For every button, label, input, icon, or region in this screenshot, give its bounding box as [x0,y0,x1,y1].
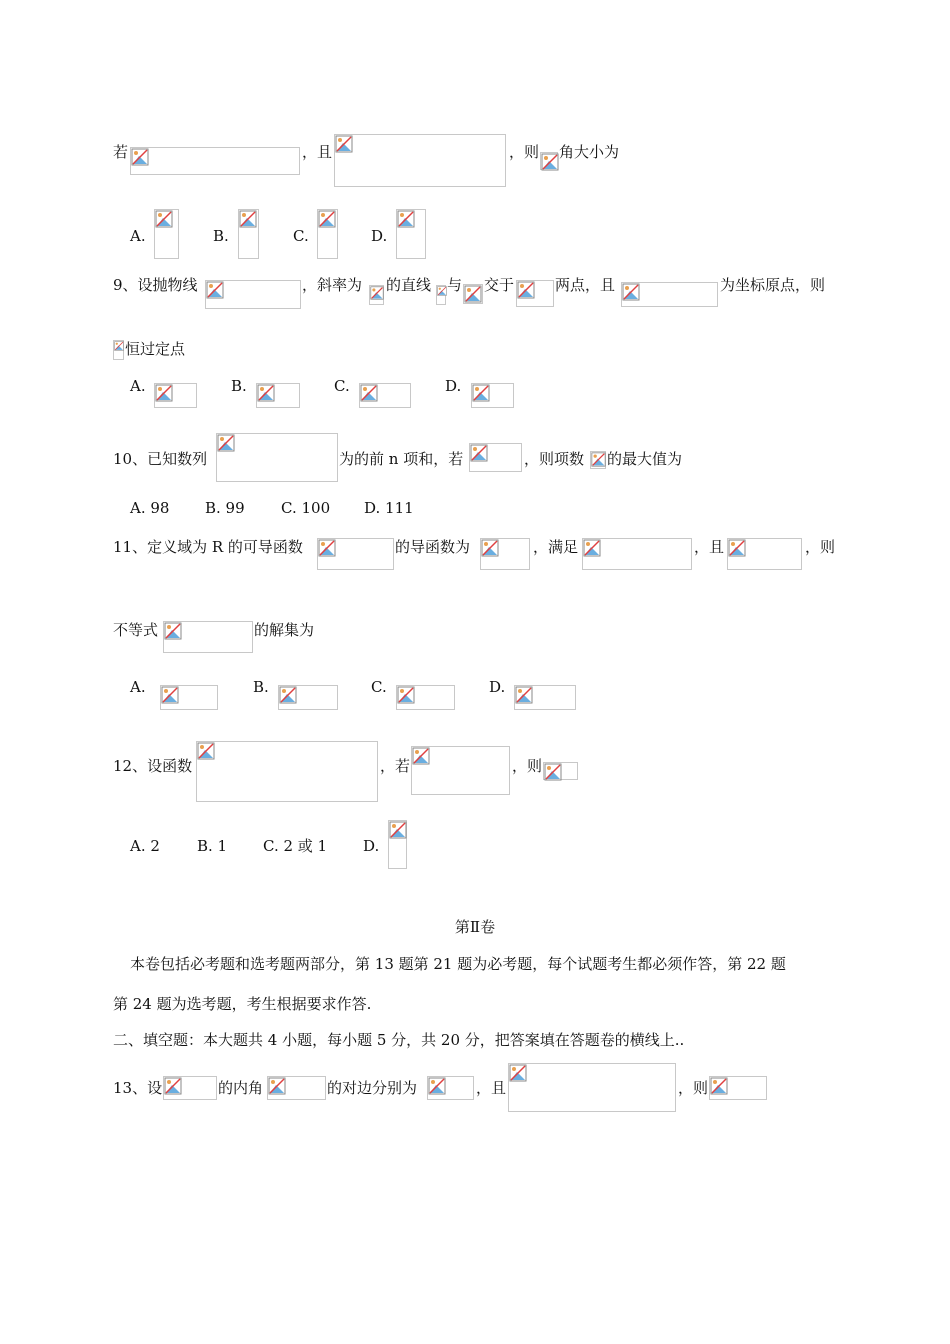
formula-image [516,280,554,307]
broken-image-icon [217,434,235,452]
q13-text-1: 13、设 [113,1079,163,1097]
broken-image-icon [206,281,224,299]
broken-image-icon [360,384,378,402]
q8-option-b: B. [213,227,229,245]
broken-image-icon [397,210,415,228]
q10-text-4: 的最大值为 [607,450,683,468]
q8-option-a: A. [130,227,146,245]
formula-image [436,285,446,305]
formula-image [196,741,378,802]
broken-image-icon [131,148,149,166]
broken-image-icon [464,285,482,303]
broken-image-icon [114,341,124,351]
q9-text-6: 两点，且 [555,276,616,294]
q10-text-3: ，则项数 [524,450,585,468]
q13-text-5: ，则 [678,1079,709,1097]
formula-image [411,746,510,795]
q9-text-1: 9、设抛物线 [113,276,198,294]
formula-image [388,820,407,869]
formula-image [163,1076,217,1100]
q9-option-b: B. [231,377,247,395]
formula-image [238,209,259,259]
section-title: 第Ⅱ卷 [454,918,496,936]
section-intro-1: 本卷包括必考题和选考题两部分，第 13 题第 21 题为必考题，每个试题考生都必须作答，第 22 题 [130,955,786,973]
q9-text-5: 交于 [484,276,515,294]
broken-image-icon [544,763,562,781]
formula-image [216,433,338,482]
formula-image [154,209,179,259]
broken-image-icon [239,210,257,228]
formula-image [540,152,558,170]
broken-image-icon [622,283,640,301]
formula-image [334,134,506,187]
broken-image-icon [279,686,297,704]
formula-image [427,1076,474,1100]
broken-image-icon [318,210,336,228]
broken-image-icon [164,1077,182,1095]
broken-image-icon [583,539,601,557]
broken-image-icon [161,686,179,704]
broken-image-icon [710,1077,728,1095]
q12-option-b: B. 1 [197,837,228,855]
q10-text-2: 为的前 n 项和，若 [339,450,464,468]
broken-image-icon [437,286,447,296]
formula-image [267,1076,326,1100]
broken-image-icon [370,286,384,300]
q11-option-d: D. [489,678,506,696]
q11-text-7: 的解集为 [254,621,315,639]
broken-image-icon [481,539,499,557]
q8-option-d: D. [371,227,388,245]
q8-text-ze: ，则 [509,143,540,161]
q12-option-d: D. [363,837,380,855]
broken-image-icon [318,539,336,557]
formula-image [396,685,455,710]
q9-option-c: C. [334,377,350,395]
q11-text-5: ，则 [805,538,836,556]
section-intro-2: 第 24 题为选考题，考生根据要求作答. [113,995,372,1013]
formula-image [160,685,218,710]
broken-image-icon [164,622,182,640]
q8-text-ruo: 若 [113,143,129,161]
formula-image [130,147,300,175]
formula-image [205,280,301,309]
formula-image [256,383,300,408]
formula-image [396,209,426,259]
q8-text-tail: 角大小为 [559,143,620,161]
formula-image [480,538,530,570]
broken-image-icon [155,210,173,228]
broken-image-icon [591,452,606,467]
q12-option-c: C. 2 或 1 [263,837,328,855]
q10-option-d: D. 111 [364,499,414,517]
q8-option-c: C. [293,227,309,245]
formula-image [463,284,483,304]
q12-text-1: 12、设函数 [113,757,193,775]
broken-image-icon [541,153,559,171]
formula-image [727,538,802,570]
formula-image [317,538,394,570]
q11-text-4: ，且 [694,538,725,556]
q11-text-6: 不等式 [113,621,159,639]
q12-option-a: A. 2 [130,837,160,855]
broken-image-icon [257,384,275,402]
q9-text-7: 为坐标原点，则 [720,276,826,294]
q11-option-b: B. [253,678,269,696]
q11-text-1: 11、定义域为 R 的可导函数 [113,538,303,556]
q9-text-4: 与 [447,276,463,294]
q10-option-c: C. 100 [281,499,331,517]
q9-text-2: ，斜率为 [302,276,363,294]
q9-text-3: 的直线 [386,276,432,294]
formula-image [469,443,522,472]
broken-image-icon [412,747,430,765]
broken-image-icon [268,1077,286,1095]
q9-text-line2: 恒过定点 [125,340,186,358]
formula-image [471,383,514,408]
q10-option-b: B. 99 [205,499,245,517]
broken-image-icon [389,821,407,839]
formula-image [514,685,576,710]
q13-text-4: ，且 [476,1079,507,1097]
broken-image-icon [335,135,353,153]
formula-image [317,209,338,259]
broken-image-icon [397,686,415,704]
q9-option-d: D. [445,377,462,395]
formula-image [163,621,253,653]
broken-image-icon [428,1077,446,1095]
broken-image-icon [728,539,746,557]
q11-option-c: C. [371,678,387,696]
broken-image-icon [155,384,173,402]
q12-text-2: ，若 [380,757,411,775]
formula-image [582,538,692,570]
q11-text-3: ，满足 [533,538,579,556]
q13-text-2: 的内角 [218,1079,264,1097]
q10-option-a: A. 98 [130,499,170,517]
formula-image [113,340,124,360]
q13-text-3: 的对边分别为 [327,1079,418,1097]
q8-text-qie: ，且 [302,143,333,161]
formula-image [590,451,606,469]
formula-image [359,383,411,408]
formula-image [278,685,338,710]
broken-image-icon [472,384,490,402]
q12-text-3: ，则 [512,757,543,775]
formula-image [621,282,718,307]
q9-option-a: A. [130,377,146,395]
formula-image [154,383,197,408]
broken-image-icon [470,444,488,462]
broken-image-icon [517,281,535,299]
q10-text-1: 10、已知数列 [113,450,208,468]
q11-text-2: 的导函数为 [395,538,471,556]
fill-in-header: 二、填空题：本大题共 4 小题，每小题 5 分，共 20 分，把答案填在答题卷的横线上.. [113,1031,685,1049]
broken-image-icon [197,742,215,760]
formula-image [709,1076,767,1100]
formula-image [543,762,578,780]
broken-image-icon [509,1064,527,1082]
formula-image [508,1063,676,1112]
q11-option-a: A. [130,678,146,696]
broken-image-icon [515,686,533,704]
formula-image [369,285,384,305]
